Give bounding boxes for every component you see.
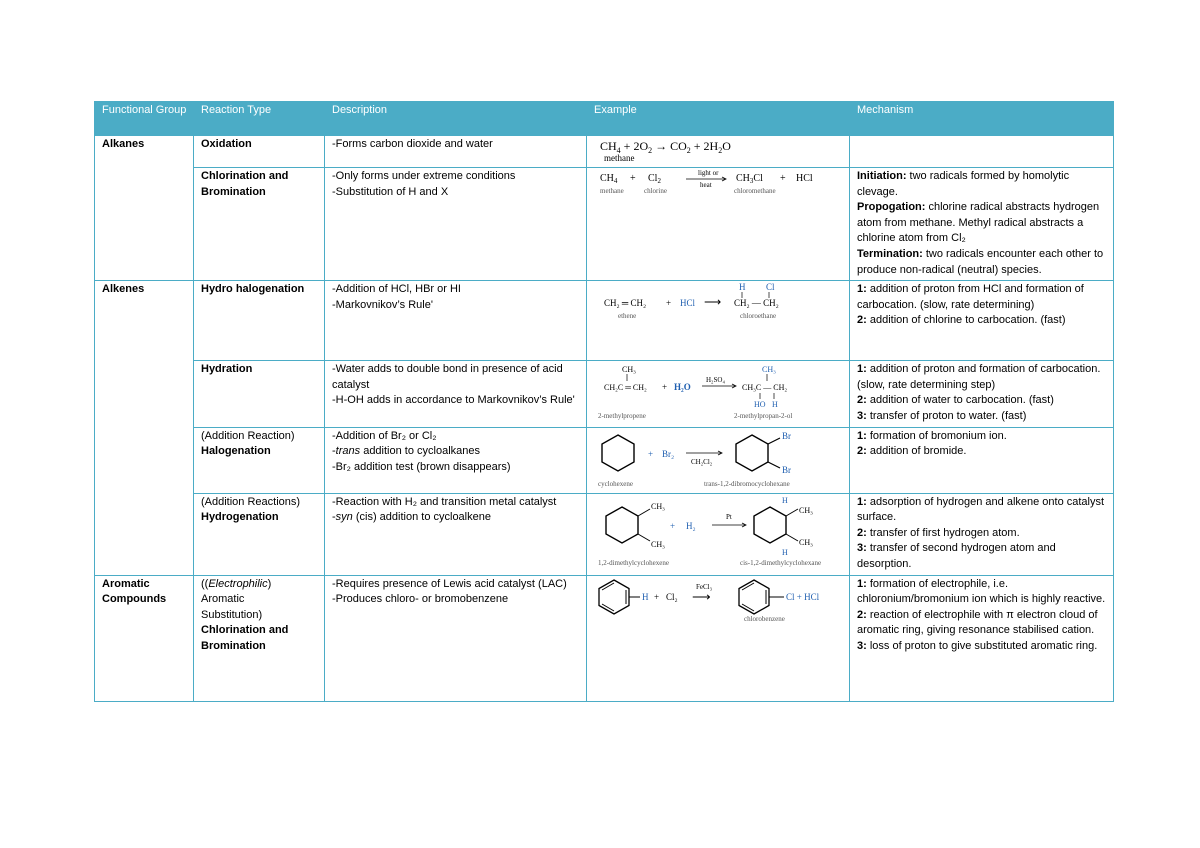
svg-text:+: + xyxy=(654,591,660,602)
header-description: Description xyxy=(325,102,587,136)
reaction-table xyxy=(94,101,1114,702)
reaction-type-cell: Hydration xyxy=(194,361,325,427)
example-cell xyxy=(587,493,850,575)
svg-text:H₂: H₂ xyxy=(686,520,696,531)
description-line: -Requires presence of Lewis acid catalyst (LAC) xyxy=(332,577,567,590)
description-line: -Markovnikov’s Rule' xyxy=(332,298,433,311)
svg-text:Cl + HCl: Cl + HCl xyxy=(786,591,820,602)
svg-text:H₂O: H₂O xyxy=(674,382,691,393)
description-cell xyxy=(325,168,587,281)
oxidation-equation xyxy=(594,137,844,165)
mechanism-step: 2: addition of chlorine to carbocation. (fast) xyxy=(857,314,1066,327)
svg-text:trans-1,2-dibromocyclohexane: trans-1,2-dibromocyclohexane xyxy=(704,479,790,488)
svg-text:+: + xyxy=(670,520,676,531)
svg-text:+: + xyxy=(630,173,636,184)
mechanism-step: 1: addition of proton and formation of carbocation. (slow, rate determining step) xyxy=(857,363,1101,391)
reaction-type-cell xyxy=(194,427,325,493)
svg-text:CH3Cl: $CH_3Cl$ xyxy=(736,173,763,185)
mechanism-step: 2: reaction of electrophile with π electron cloud of aromatic ring, giving resonance stabilised cation. xyxy=(857,608,1098,637)
svg-text:HCl: HCl xyxy=(796,173,813,184)
mechanism-step: 3: transfer of second hydrogen atom and desorption. xyxy=(857,542,1056,570)
description-line: -trans addition to cycloalkanes xyxy=(332,445,480,458)
table-row xyxy=(95,168,1114,281)
svg-text:H: H xyxy=(772,400,778,410)
group-cell-alkanes: Alkanes xyxy=(95,136,194,281)
reaction-type-line: ((Electrophilic) xyxy=(201,577,272,590)
reaction-type-cell: Hydro halogenation xyxy=(194,281,325,361)
reaction-type-line: Substitution) xyxy=(201,608,263,621)
mechanism-step: 1: adsorption of hydrogen and alkene onto catalyst surface. xyxy=(857,495,1105,524)
example-cell xyxy=(587,281,850,361)
description-cell xyxy=(325,361,587,427)
table-row xyxy=(95,281,1114,361)
svg-text:Br₂: Br₂ xyxy=(662,448,675,459)
svg-text:Cl: Cl xyxy=(766,282,775,293)
reaction-type-cell xyxy=(194,168,325,281)
description-line: -Water adds to double bond in presence of acid catalyst xyxy=(332,363,563,391)
description-cell xyxy=(325,136,587,168)
svg-text:CH₃: CH₃ xyxy=(799,505,813,515)
mechanism-step: Initiation: two radicals formed by homolytic clevage. xyxy=(857,170,1070,198)
dimethylcyclohexene-ring xyxy=(606,507,638,543)
table-row xyxy=(95,136,1114,168)
header-example: Example xyxy=(587,102,850,136)
svg-text:FeCl₃: FeCl₃ xyxy=(696,582,713,591)
group-line: Compounds xyxy=(102,593,167,606)
hydrogenation-equation xyxy=(594,495,844,569)
svg-text:+: + xyxy=(662,382,668,393)
example-cell xyxy=(587,361,850,427)
svg-text:Pt: Pt xyxy=(726,512,732,521)
eq-part: O xyxy=(722,139,731,153)
svg-text:CH₃: CH₃ xyxy=(622,365,636,375)
mechanism-cell xyxy=(850,136,1114,168)
mechanism-step: 3: transfer of proton to water. (fast) xyxy=(857,409,1027,422)
svg-text:chlorine: chlorine xyxy=(644,187,667,195)
svg-text:H: H xyxy=(782,495,788,505)
eq-sub: 4 xyxy=(616,146,621,155)
reaction-type-cell: Oxidation xyxy=(194,136,325,168)
description-line: -H-OH adds in accordance to Markovnikov’s Rule' xyxy=(332,394,575,407)
chlorobenzene-ring xyxy=(739,580,769,614)
svg-text:+: + xyxy=(666,298,672,309)
svg-text:CH₃: CH₃ xyxy=(651,539,665,549)
benzene-ring xyxy=(599,580,629,614)
hydration-equation xyxy=(594,362,844,424)
svg-text:2-methylpropan-2-ol: 2-methylpropan-2-ol xyxy=(734,412,793,421)
mechanism-cell xyxy=(850,361,1114,427)
eq-part: + 2H xyxy=(690,139,719,153)
mechanism-cell xyxy=(850,427,1114,493)
header-functional-group: Functional Group xyxy=(95,102,194,136)
description-line: -Only forms under extreme conditions xyxy=(332,170,516,182)
aromatic-equation xyxy=(594,577,844,623)
reaction-type-cell xyxy=(194,493,325,575)
description-cell xyxy=(325,281,587,361)
svg-text:+: + xyxy=(780,173,786,184)
svg-text:CH4: $CH_4$ xyxy=(600,173,618,185)
description-line: -Substitution of H and X xyxy=(332,185,449,198)
svg-text:Cl₂: Cl₂ xyxy=(666,591,678,602)
svg-text:cyclohexene: cyclohexene xyxy=(598,479,633,488)
example-cell xyxy=(587,575,850,701)
description-line: -Produces chloro- or bromobenzene xyxy=(332,593,509,606)
methane-label: methane xyxy=(604,153,635,163)
reaction-type-line: Chlorination and xyxy=(201,624,289,637)
svg-text:+: + xyxy=(648,448,654,459)
svg-text:cis-1,2-dimethylcyclohexane: cis-1,2-dimethylcyclohexane xyxy=(740,558,822,567)
svg-text:chloroethane: chloroethane xyxy=(740,312,777,321)
reaction-type-line: Bromination xyxy=(201,639,266,652)
svg-text:⟶: ⟶ xyxy=(704,295,722,310)
svg-text:CH₂C ═ CH₂: CH₂C ═ CH₂ xyxy=(604,383,647,393)
reaction-type-line: Bromination xyxy=(201,185,266,198)
eq-sub: 2 xyxy=(686,146,691,155)
reaction-type-line: Halogenation xyxy=(201,445,271,458)
svg-text:CH₂Cl₂: CH₂Cl₂ xyxy=(691,457,713,466)
eq-part: → CO xyxy=(652,139,687,153)
description-line: -Addition of HCl, HBr or HI xyxy=(332,283,461,296)
description-cell xyxy=(325,427,587,493)
svg-text:heat: heat xyxy=(700,181,712,189)
svg-text:⟶: ⟶ xyxy=(692,588,711,604)
svg-text:1,2-dimethylcyclohexene: 1,2-dimethylcyclohexene xyxy=(598,558,669,567)
mechanism-cell xyxy=(850,575,1114,701)
description-cell xyxy=(325,575,587,701)
mechanism-step: 3: loss of proton to give substituted aromatic ring. xyxy=(857,639,1098,652)
mechanism-cell xyxy=(850,281,1114,361)
description-line: -Forms carbon dioxide and water xyxy=(332,138,493,150)
group-line: Aromatic xyxy=(102,577,150,590)
svg-text:2-methylpropene: 2-methylpropene xyxy=(598,412,646,421)
description-line: -Addition of Br₂ or Cl₂ xyxy=(332,429,437,442)
eq-sub: 2 xyxy=(718,146,723,155)
cyclohexene-ring xyxy=(602,435,634,471)
description-line: -Br₂ addition test (brown disappears) xyxy=(332,460,511,473)
mechanism-step: 2: addition of water to carbocation. (fast) xyxy=(857,394,1054,407)
mechanism-step: 2: addition of bromide. xyxy=(857,445,967,458)
svg-text:chlorobenzene: chlorobenzene xyxy=(744,614,785,623)
description-cell xyxy=(325,493,587,575)
table-row xyxy=(95,427,1114,493)
mechanism-cell xyxy=(850,493,1114,575)
mechanism-step: 1: formation of electrophile, i.e. chloronium/bromonium ion which is highly reactive. xyxy=(857,577,1106,606)
svg-text:HO: HO xyxy=(754,400,766,410)
hydrohalogenation-equation xyxy=(594,282,844,324)
svg-text:Br: Br xyxy=(782,430,791,441)
svg-text:CH₂ — CH₂: CH₂ — CH₂ xyxy=(734,298,779,309)
example-cell xyxy=(587,427,850,493)
svg-text:Cl2: $Cl_2$ xyxy=(648,173,661,185)
svg-text:chloromethane: chloromethane xyxy=(734,187,776,195)
reaction-type-line: Hydrogenation xyxy=(201,511,279,524)
table-row xyxy=(95,493,1114,575)
reaction-type-line: Chlorination and xyxy=(201,170,289,182)
svg-text:CH₃: CH₃ xyxy=(762,365,776,375)
mechanism-step: 1: addition of proton from HCl and formation of carbocation. (slow, rate determining) xyxy=(857,283,1084,311)
group-cell-aromatic xyxy=(95,575,194,701)
reaction-type-cell xyxy=(194,575,325,701)
description-line: -syn (cis) addition to cycloalkene xyxy=(332,511,491,524)
dimethylcyclohexane-ring xyxy=(754,507,786,543)
header-mechanism: Mechanism xyxy=(850,102,1114,136)
chlorination-equation xyxy=(594,169,844,199)
svg-text:H: H xyxy=(642,591,649,602)
table-row xyxy=(95,361,1114,427)
reaction-type-line: (Addition Reactions) xyxy=(201,495,301,508)
svg-text:H: H xyxy=(782,547,788,557)
example-cell xyxy=(587,136,850,168)
eq-part: CH xyxy=(600,139,617,153)
mechanism-step: Propogation: chlorine radical abstracts hydrogen atom from methane. Methyl radical abstracts a chlorine atom from Cl₂ xyxy=(857,201,1100,245)
header-reaction-type: Reaction Type xyxy=(194,102,325,136)
mechanism-step: 1: formation of bromonium ion. xyxy=(857,429,1007,442)
group-cell-alkenes: Alkenes xyxy=(95,281,194,575)
example-cell xyxy=(587,168,850,281)
svg-text:CH₃: CH₃ xyxy=(651,501,665,511)
svg-text:light or: light or xyxy=(698,169,719,177)
svg-text:H: H xyxy=(739,282,746,293)
eq-sub: 2 xyxy=(648,146,653,155)
svg-text:CH₃C — CH₂: CH₃C — CH₂ xyxy=(742,383,788,393)
svg-text:methane: methane xyxy=(600,187,624,195)
reaction-type-line: (Addition Reaction) xyxy=(201,429,295,442)
mechanism-step: 2: transfer of first hydrogen atom. xyxy=(857,526,1020,539)
svg-text:Br: Br xyxy=(782,464,791,475)
eq-part: + 2O xyxy=(620,139,649,153)
table-row xyxy=(95,575,1114,701)
svg-text:ethene: ethene xyxy=(618,312,637,321)
halogenation-equation xyxy=(594,429,844,491)
svg-text:CH₃: CH₃ xyxy=(799,537,813,547)
reaction-type-line: Aromatic xyxy=(201,593,245,606)
mechanism-cell xyxy=(850,168,1114,281)
mechanism-step: Termination: two radicals encounter each other to produce non-radical (neutral) species. xyxy=(857,247,1104,276)
svg-text:H₂SO₄: H₂SO₄ xyxy=(706,376,725,385)
dibromocyclohexane-ring xyxy=(736,435,768,471)
svg-text:HCl: HCl xyxy=(680,298,696,309)
table-header-row xyxy=(95,102,1114,136)
svg-text:CH₂ ═ CH₂: CH₂ ═ CH₂ xyxy=(604,298,647,309)
description-line: -Reaction with H₂ and transition metal catalyst xyxy=(332,495,557,508)
